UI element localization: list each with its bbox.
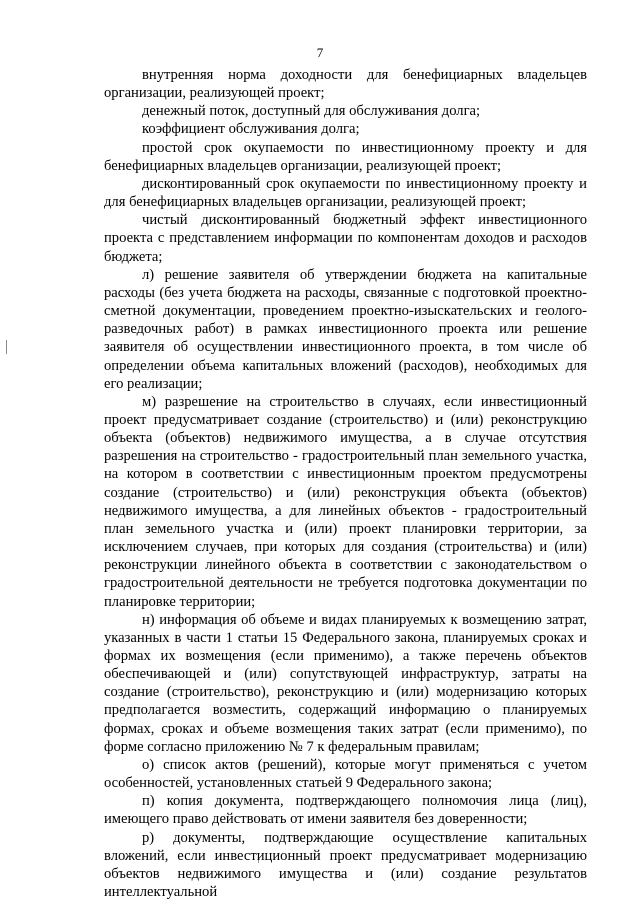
paragraph-simple-payback: простой срок окупаемости по инвестиционному проекту и для бенефициарных владельцев организации, реализующей проект; bbox=[104, 139, 587, 174]
paragraph-net-budget-effect: чистый дисконтированный бюджетный эффект инвестиционного проекта с представлением информации по компонентам доходов и расходов бюджета; bbox=[104, 212, 587, 265]
paragraph-item-r: р) документы, подтверждающие осуществление капитальных вложений, если инвестиционный проект предусматривает модернизацию объектов недвижимого имущества и (или) создание результатов интеллектуальной bbox=[104, 829, 587, 901]
paragraph-item-l: л) решение заявителя об утверждении бюджета на капитальные расходы (без учета бюджета на расходы, связанные с подготовкой проектно-сметной документации, проведением проектно-изыскательских и геолого-разведочных работ) в рамках инвестиционного проекта или решение заявителя об осуществлении инвестиционного проекта, в том числе об определении объема капитальных вложений (расходов), необходимых для его реализации; bbox=[104, 266, 587, 392]
page-number: 7 bbox=[316, 45, 324, 60]
margin-scan-mark bbox=[6, 340, 7, 354]
paragraph-item-m: м) разрешение на строительство в случаях, если инвестиционный проект предусматривает создание (строительство) и (или) реконструкцию объекта (объектов) недвижимого имущества, а в случае отсутствия разрешения на строительство - градостроительный план земельного участка, на котором в соответствии с инвестиционным проектом предусмотрены создание (строительство) и (или) реконструкция объекта (объектов) недвижимого имущества, а для линейных объектов - градостроительный план земельного участка и (или) проект планировки территории, за исключением случаев, при которых для создания (строительства) и (или) реконструкции линейного объекта в соответствии с законодательством о градостроительной деятельности не требуется подготовка документации по планировке территории; bbox=[104, 393, 587, 610]
document-body bbox=[104, 66, 587, 901]
paragraph-item-o: о) список актов (решений), которые могут применяться с учетом особенностей, установленных статьей 9 Федерального закона; bbox=[104, 756, 587, 792]
paragraph-item-p: п) копия документа, подтверждающего полномочия лица (лиц), имеющего право действовать от имени заявителя без доверенности; bbox=[104, 793, 587, 828]
paragraph-item-n: н) информация об объеме и видах планируемых к возмещению затрат, указанных в части 1 статьи 15 Федерального закона, планируемых сроках и формах их возмещения (если применимо), а также перечень объектов обеспечивающей и (или) сопутствующей инфраструктур, затраты на создание (строительство), реконструкцию и (или) модернизацию которых предполагается возместить, содержащий информацию о планируемых формах, сроках и объеме возмещения таких затрат (если применимо), по форме согласно приложению № 7 к федеральным правилам; bbox=[104, 611, 587, 755]
paragraph-cash-flow-debt-service: денежный поток, доступный для обслуживания долга; bbox=[142, 103, 481, 120]
paragraph-discounted-payback: дисконтированный срок окупаемости по инвестиционному проекту и для бенефициарных владельцев организации, реализующей проект; bbox=[104, 175, 587, 211]
paragraph-irr-beneficial-owners: внутренняя норма доходности для бенефициарных владельцев организации, реализующей проект; bbox=[104, 67, 587, 102]
paragraph-debt-service-coverage: коэффициент обслуживания долга; bbox=[142, 121, 360, 138]
